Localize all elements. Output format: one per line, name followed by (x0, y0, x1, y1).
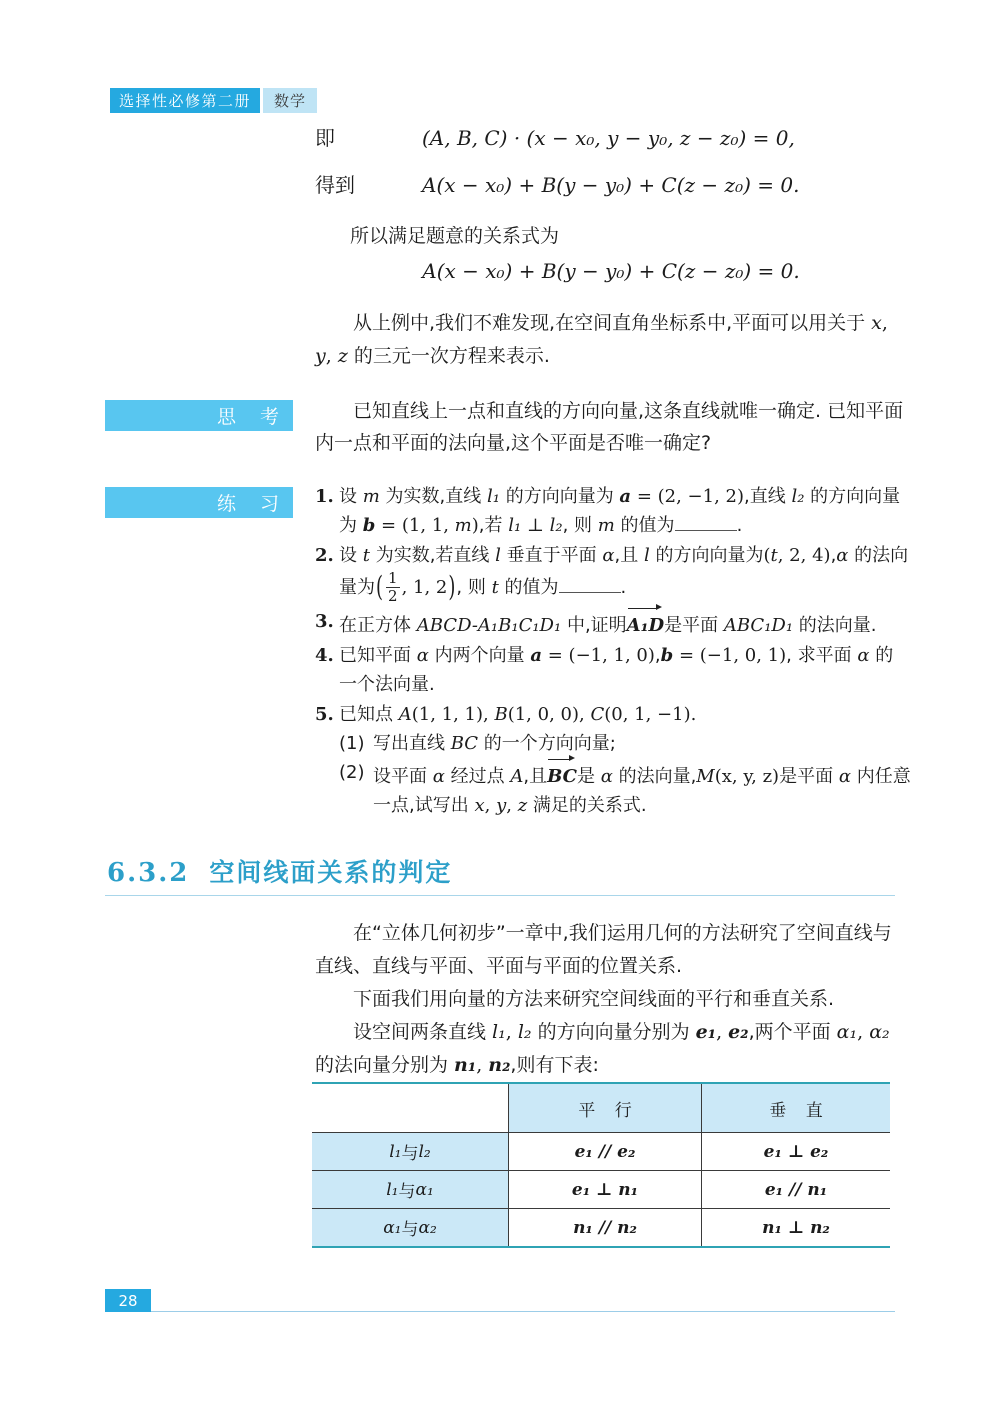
practice-item-4-text: 已知平面 α 内两个向量 a = (−1, 1, 0),b = (−1, 0, 1), 求平面 α 的一个法向量. (339, 644, 894, 695)
practice-item-2 (315, 541, 911, 606)
practice-item-1-text: 设 m 为实数,直线 l₁ 的方向向量为 a = (2, −1, 2),直线 l₂ 的方向向量为 b = (1, 1, m),若 l₁ ⊥ l₂, 则 m 的值为 . (339, 486, 901, 536)
practice-item-5-number: 5. (315, 703, 334, 725)
practice-item-1-number: 1. (315, 486, 334, 507)
practice-item-2-number: 2. (315, 545, 334, 566)
conclusion-equation-wrap (315, 259, 907, 283)
paragraph-2: 下面我们用向量的方法来研究空间线面的平行和垂直关系. (353, 988, 835, 1010)
think-box-label: 思 考 (105, 400, 293, 431)
paragraph-3: 设空间两条直线 l₁, l₂ 的方向向量分别为 e₁, e₂,两个平面 α₁, α₂ 的法向量分别为 n₁, n₂,则有下表: (315, 1021, 890, 1076)
table-row-2-perpendicular: e₁ // n₁ (701, 1170, 890, 1208)
subject-badge: 数学 (263, 88, 317, 113)
table-row-3-label: α₁ 与 α₂ (312, 1208, 508, 1246)
practice-item-5-sub-1-marker: (1) (339, 732, 365, 754)
practice-item-5-sub-1 (339, 729, 911, 758)
think-text: 已知直线上一点和直线的方向向量,这条直线就唯一确定. 已知平面内一点和平面的法向量,这个平面是否唯一确定? (315, 400, 904, 454)
section-heading (107, 853, 452, 889)
practice-item-3-number: 3. (315, 610, 334, 632)
practice-item-2-text: 设 t 为实数,若直线 l 垂直于平面 α,且 l 的方向向量为(t, 2, 4),α 的法向量为( $\frac{1}{2}$ , 1, 2), 则 t 的值为 . (339, 545, 909, 606)
derivation-label-1: 即 (315, 126, 335, 150)
derivation-equation-2: A(x − x₀) + B(y − y₀) + C(z − z₀) = 0. (422, 173, 800, 197)
practice-item-5-sub-2 (339, 758, 911, 820)
section-title: 空间线面关系的判定 (209, 858, 453, 887)
derivation-line-2 (315, 169, 907, 198)
remark-paragraph: 从上例中,我们不难发现,在空间直角坐标系中,平面可以用关于 x, y, z 的三元一次方程来表示. (315, 312, 888, 367)
practice-item-4-number: 4. (315, 644, 334, 666)
table-row-3-parallel: n₁ // n₂ (508, 1208, 701, 1246)
relations-table (312, 1082, 890, 1248)
practice-item-5-sub-2-text: 设平面 α 经过点 A,且BC是 α 的法向量,M(x, y, z)是平面 α 内任意一点,试写出 x, y, z 满足的关系式. (373, 766, 911, 816)
conclusion-equation: A(x − x₀) + B(y − y₀) + C(z − z₀) = 0. (422, 259, 800, 283)
section-number: 6.3.2 (107, 858, 190, 888)
table-header-parallel: 平 行 (508, 1084, 701, 1132)
table-row-2-label: l₁ 与 α₁ (312, 1170, 508, 1208)
table-row-2-parallel: e₁ ⊥ n₁ (508, 1170, 701, 1208)
table-header-perpendicular: 垂 直 (701, 1084, 890, 1132)
paragraph-1: 在“立体几何初步”一章中,我们运用几何的方法研究了空间直线与直线、直线与平面、平面与平面的位置关系. (315, 922, 892, 977)
body-paragraphs (315, 917, 909, 1082)
table-row-1-label: l₁ 与 l₂ (312, 1132, 508, 1170)
practice-box-label: 练 习 (105, 487, 293, 518)
practice-item-4 (315, 641, 911, 699)
series-badge: 选择性必修第二册 (110, 88, 260, 113)
header-badges (110, 88, 317, 113)
table-row-1-parallel: e₁ // e₂ (508, 1132, 701, 1170)
practice-item-5-text: 已知点 A(1, 1, 1), B(1, 0, 0), C(0, 1, −1). (339, 703, 697, 725)
derivation-equation-1: (A, B, C) · (x − x₀, y − y₀, z − z₀) = 0, (422, 126, 795, 150)
practice-list (315, 482, 911, 821)
table-header-empty-cell (312, 1084, 508, 1132)
practice-item-5-sub-1-text: 写出直线 BC 的一个方向向量; (373, 732, 616, 754)
page-number-badge: 28 (105, 1289, 151, 1312)
derivation-line-1 (315, 122, 907, 151)
section-rule-divider (105, 895, 895, 896)
table-row-3-perpendicular: n₁ ⊥ n₂ (701, 1208, 890, 1246)
footer-rule (151, 1311, 895, 1312)
table-row-1-perpendicular: e₁ ⊥ e₂ (701, 1132, 890, 1170)
practice-item-3-text: 在正方体 ABCD-A₁B₁C₁D₁ 中,证明A₁D是平面 ABC₁D₁ 的法向量. (339, 615, 877, 636)
practice-item-1 (315, 482, 911, 540)
derivation-label-2: 得到 (315, 173, 355, 197)
practice-item-3 (315, 607, 911, 640)
conclusion-intro: 所以满足题意的关系式为 (350, 225, 560, 247)
practice-item-5 (315, 700, 911, 820)
practice-item-5-sub-2-marker: (2) (339, 761, 365, 783)
